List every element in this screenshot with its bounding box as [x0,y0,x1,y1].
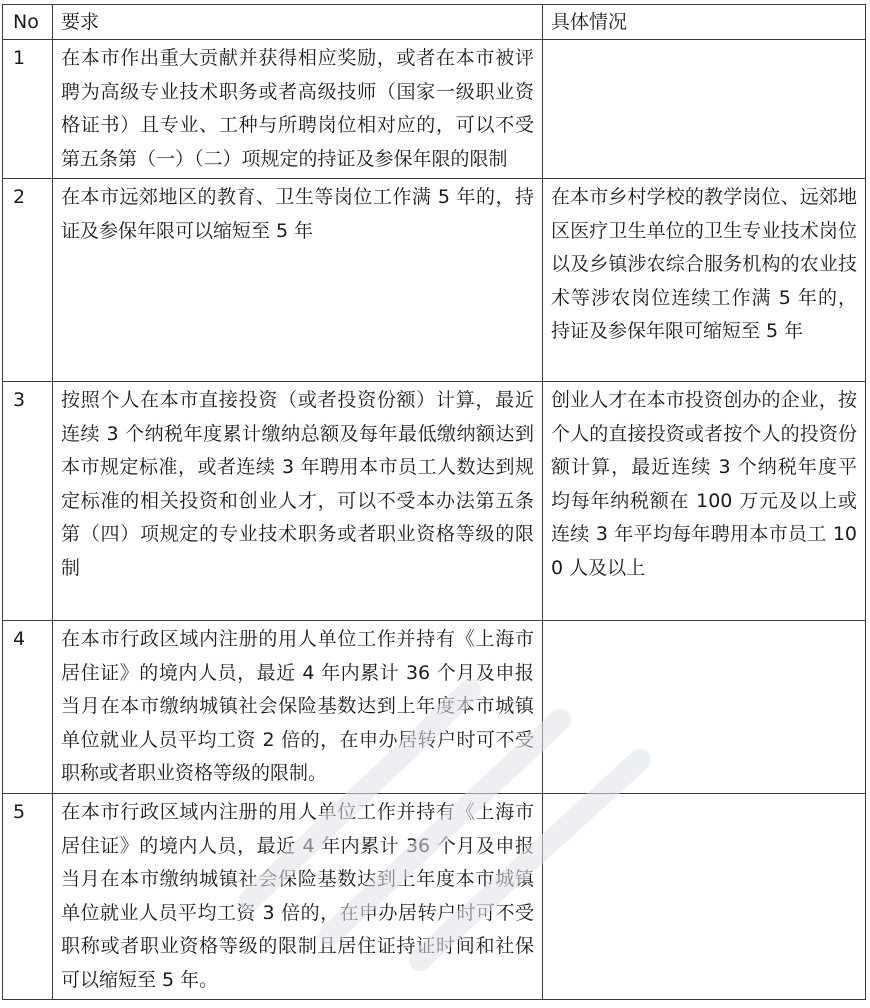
table-row [3,794,866,1000]
row-detail [543,40,866,179]
row-requirement: 在本市远郊地区的教育、卫生等岗位工作满 5 年的，持证及参保年限可以缩短至 5 年 [53,179,543,382]
header-detail: 具体情况 [543,5,866,40]
row-requirement: 在本市行政区域内注册的用人单位工作并持有《上海市居住证》的境内人员，最近 4 年内累计 36 个月及申报当月在本市缴纳城镇社会保险基数达到上年度本市城镇单位就业人员平均工资 3 倍的，在申办居转户时可不受职称或者职业资格等级的限制且居住证持证时间和社保可以缩短至 5 年。 [53,794,543,1000]
row-detail [543,621,866,794]
row-number: 2 [3,179,53,382]
row-number: 4 [3,621,53,794]
row-number: 5 [3,794,53,1000]
header-no: No [3,5,53,40]
table-row [3,621,866,794]
row-detail: 在本市乡村学校的教学岗位、远郊地区医疗卫生单位的卫生专业技术岗位以及乡镇涉农综合服务机构的农业技术等涉农岗位连续工作满 5 年的，持证及参保年限可缩短至 5 年 [543,179,866,382]
row-requirement: 按照个人在本市直接投资（或者投资份额）计算，最近连续 3 个纳税年度累计缴纳总额及每年最低缴纳额达到本市规定标准，或者连续 3 年聘用本市员工人数达到规定标准的相关投资和创业人才，可以不受本办法第五条第（四）项规定的专业技术职务或者职业资格等级的限制 [53,382,543,621]
row-requirement: 在本市行政区域内注册的用人单位工作并持有《上海市居住证》的境内人员，最近 4 年内累计 36 个月及申报当月在本市缴纳城镇社会保险基数达到上年度本市城镇单位就业人员平均工资 2 倍的，在申办居转户时可不受职称或者职业资格等级的限制。 [53,621,543,794]
requirements-table [2,4,866,1000]
table-row [3,40,866,179]
table-row [3,179,866,382]
row-number: 3 [3,382,53,621]
table-row [3,382,866,621]
table-header-row [3,5,866,40]
row-requirement: 在本市作出重大贡献并获得相应奖励，或者在本市被评聘为高级专业技术职务或者高级技师（国家一级职业资格证书）且专业、工种与所聘岗位相对应的，可以不受第五条第（一）（二）项规定的持证及参保年限的限制 [53,40,543,179]
row-detail: 创业人才在本市投资创办的企业，按个人的直接投资或者按个人的投资份额计算，最近连续 3 个纳税年度平均每年纳税额在 100 万元及以上或连续 3 年平均每年聘用本市员工 100 人及以上 [543,382,866,621]
row-detail [543,794,866,1000]
row-number: 1 [3,40,53,179]
header-requirement: 要求 [53,5,543,40]
